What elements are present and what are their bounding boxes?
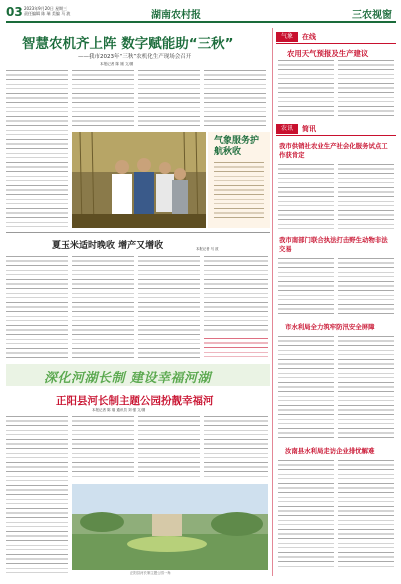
weather-service-box xyxy=(208,132,270,228)
autumn-byline: 本报记者 马 波 xyxy=(196,247,219,251)
lead-col-4 xyxy=(204,70,266,128)
editor-line: 责任编辑 陈 瑞 美编 马 波 xyxy=(24,11,71,16)
news-item1-col-1 xyxy=(278,164,334,230)
autumn-top-rule xyxy=(6,232,270,233)
lead-col-2 xyxy=(72,70,134,128)
corn-field-photo xyxy=(72,132,206,228)
autumn-col-1 xyxy=(6,256,68,358)
news-item1-title: 我市供销社农业生产社会化服务试点工作获肯定 xyxy=(279,142,388,159)
column-divider xyxy=(272,28,273,576)
masthead-logo: 湖南农村报 xyxy=(151,10,201,21)
river-col-2 xyxy=(72,416,134,480)
park-photo xyxy=(72,484,268,570)
news-tag: 农讯 xyxy=(276,124,298,134)
weather-tag: 气象 xyxy=(276,32,298,42)
river-col-3 xyxy=(138,416,200,480)
river-byline: 本报记者 陈 瑞 通讯员 刘 强 文/图 xyxy=(92,408,146,412)
autumn-title: 夏玉米适时晚收 增产又增收 xyxy=(52,241,164,251)
weather-rule xyxy=(276,43,396,44)
news-item4-col-1 xyxy=(278,460,334,570)
news-item1-col-2 xyxy=(338,164,394,230)
lead-col-1 xyxy=(6,70,68,228)
weather-col-1 xyxy=(278,60,334,116)
river-title: 正阳县河长制主题公园扮靓幸福河 xyxy=(56,395,214,407)
section-title: 三农视窗 xyxy=(352,10,392,21)
lead-photo xyxy=(72,132,206,228)
lead-title: 智慧农机齐上阵 数字赋能助“三秋” xyxy=(22,36,234,52)
river-photo xyxy=(72,484,268,570)
weather-service-caption: 气象服务护航秋收 xyxy=(214,136,260,157)
page-header xyxy=(6,6,396,20)
river-col-1 xyxy=(6,416,68,576)
weather-col-2 xyxy=(338,60,394,116)
news-item3-col-2 xyxy=(338,336,394,438)
date-line: 2023年9月20日 星期三 xyxy=(24,6,68,11)
river-col-4 xyxy=(204,416,268,480)
lead-byline: 本报记者 陈 刚 文/图 xyxy=(100,62,134,66)
news-item4-col-2 xyxy=(338,460,394,570)
news-item2-col-1 xyxy=(278,258,334,316)
lead-col-3 xyxy=(138,70,200,128)
river-banner: 深化河湖长制 建设幸福河湖 xyxy=(44,371,212,386)
news-item2-col-2 xyxy=(338,258,394,316)
weather-title: 农用天气预报及生产建议 xyxy=(287,49,369,58)
weather-tag2: 在线 xyxy=(302,33,316,41)
weather-service-text xyxy=(214,162,264,218)
river-caption: 正阳县河长制主题公园一角 xyxy=(130,571,171,575)
news-tag2: 简讯 xyxy=(302,125,316,133)
autumn-col-2 xyxy=(72,256,134,358)
page-number: 03 xyxy=(6,5,23,19)
news-item4-title: 汝南县水利局走访企业排忧解难 xyxy=(285,447,375,455)
news-item3-title: 市水利局全力筑牢防汛安全屏障 xyxy=(285,323,375,331)
news-item2-title: 我市南部门联合执法打击野生动物非法交易 xyxy=(279,236,388,253)
header-rule xyxy=(6,21,396,23)
news-rule xyxy=(276,135,396,136)
news-item3-col-1 xyxy=(278,336,334,438)
autumn-contact xyxy=(204,338,268,358)
autumn-col-4 xyxy=(204,256,268,334)
autumn-col-3 xyxy=(138,256,200,358)
lead-subtitle: ——我市2023年“三秋”农机化生产现场会召开 xyxy=(78,54,192,60)
